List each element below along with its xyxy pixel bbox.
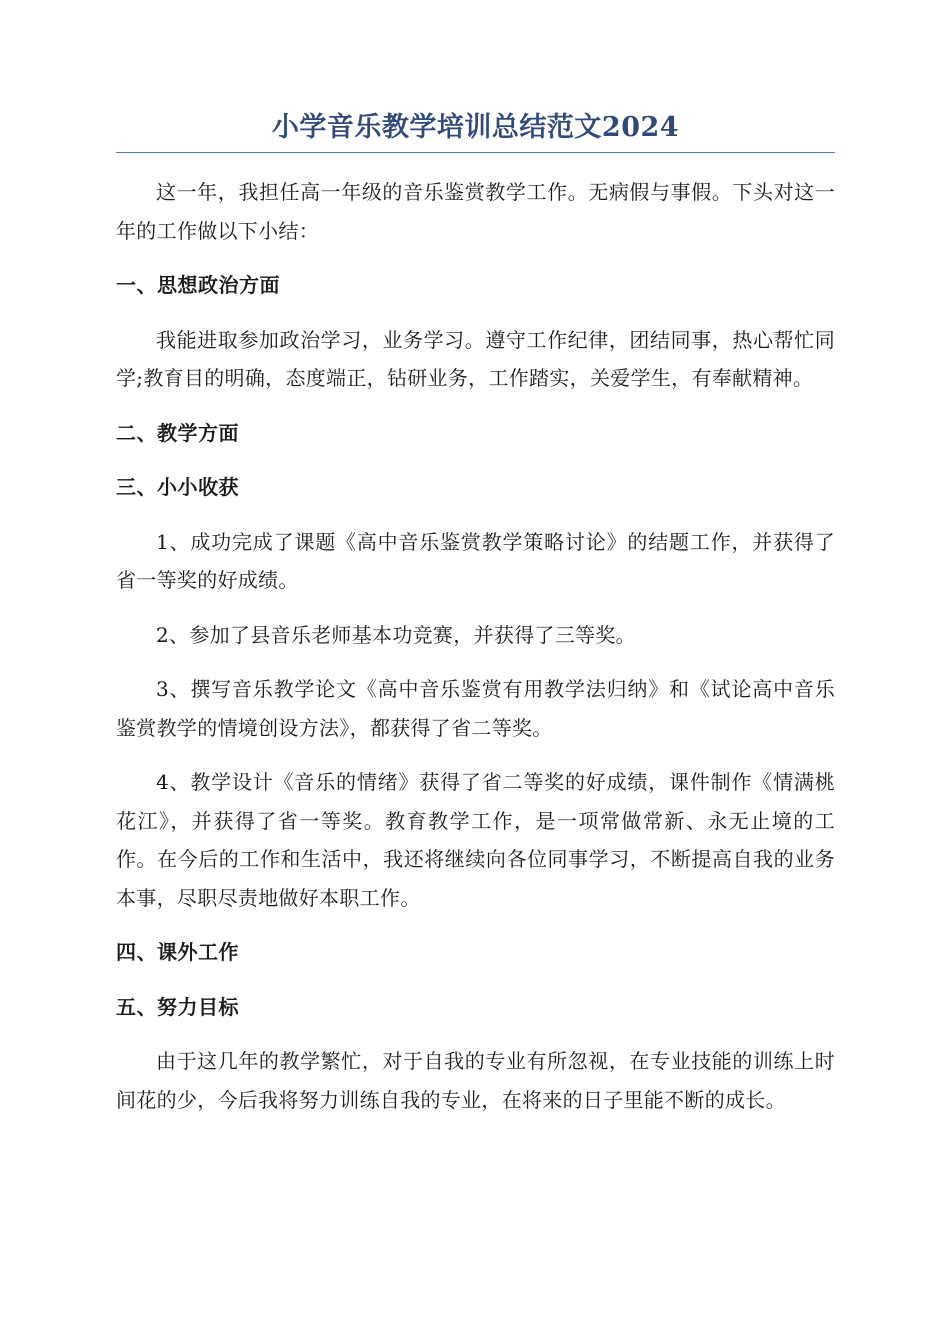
section-5-paragraph: 由于这几年的教学繁忙，对于自我的专业有所忽视，在专业技能的训练上时间花的少，今后我将努力训练自我的专业，在将来的日子里能不断的成长。: [116, 1049, 835, 1112]
section-heading-5: 五、努力目标: [116, 994, 239, 1019]
section-heading-4: 四、课外工作: [116, 940, 239, 964]
section-heading-2: 二、教学方面: [116, 420, 239, 445]
section-heading-3: 三、小小收获: [116, 475, 239, 499]
document-body: [116, 173, 835, 1119]
section-heading-1: 一、思想政治方面: [116, 273, 280, 297]
achievement-1: 1、成功完成了课题《高中音乐鉴赏教学策略讨论》的结题工作，并获得了省一等奖的好成绩。: [116, 529, 835, 592]
document-page: [116, 108, 835, 1135]
section-1-paragraph: 我能进取参加政治学习，业务学习。遵守工作纪律，团结同事，热心帮忙同学;教育目的明确，态度端正，钻研业务，工作踏实，关爱学生，有奉献精神。: [116, 327, 835, 390]
achievement-3: 3、撰写音乐教学论文《高中音乐鉴赏有用教学法归纳》和《试论高中音乐鉴赏教学的情境创设方法》，都获得了省二等奖。: [116, 677, 835, 740]
intro-paragraph: 这一年，我担任高一年级的音乐鉴赏教学工作。无病假与事假。下头对这一年的工作做以下小结：: [116, 180, 835, 243]
achievement-4: 4、教学设计《音乐的情绪》获得了省二等奖的好成绩，课件制作《情满桃花江》，并获得了省一等奖。教育教学工作，是一项常做常新、永无止境的工作。在今后的工作和生活中，我还将继续向各位同事学习，不断提高自我的业务本事，尽职尽责地做好本职工作。: [116, 770, 835, 910]
achievement-2: 2、参加了县音乐老师基本功竞赛，并获得了三等奖。: [156, 622, 636, 647]
document-title: 小学音乐教学培训总结范文2024: [116, 108, 835, 153]
